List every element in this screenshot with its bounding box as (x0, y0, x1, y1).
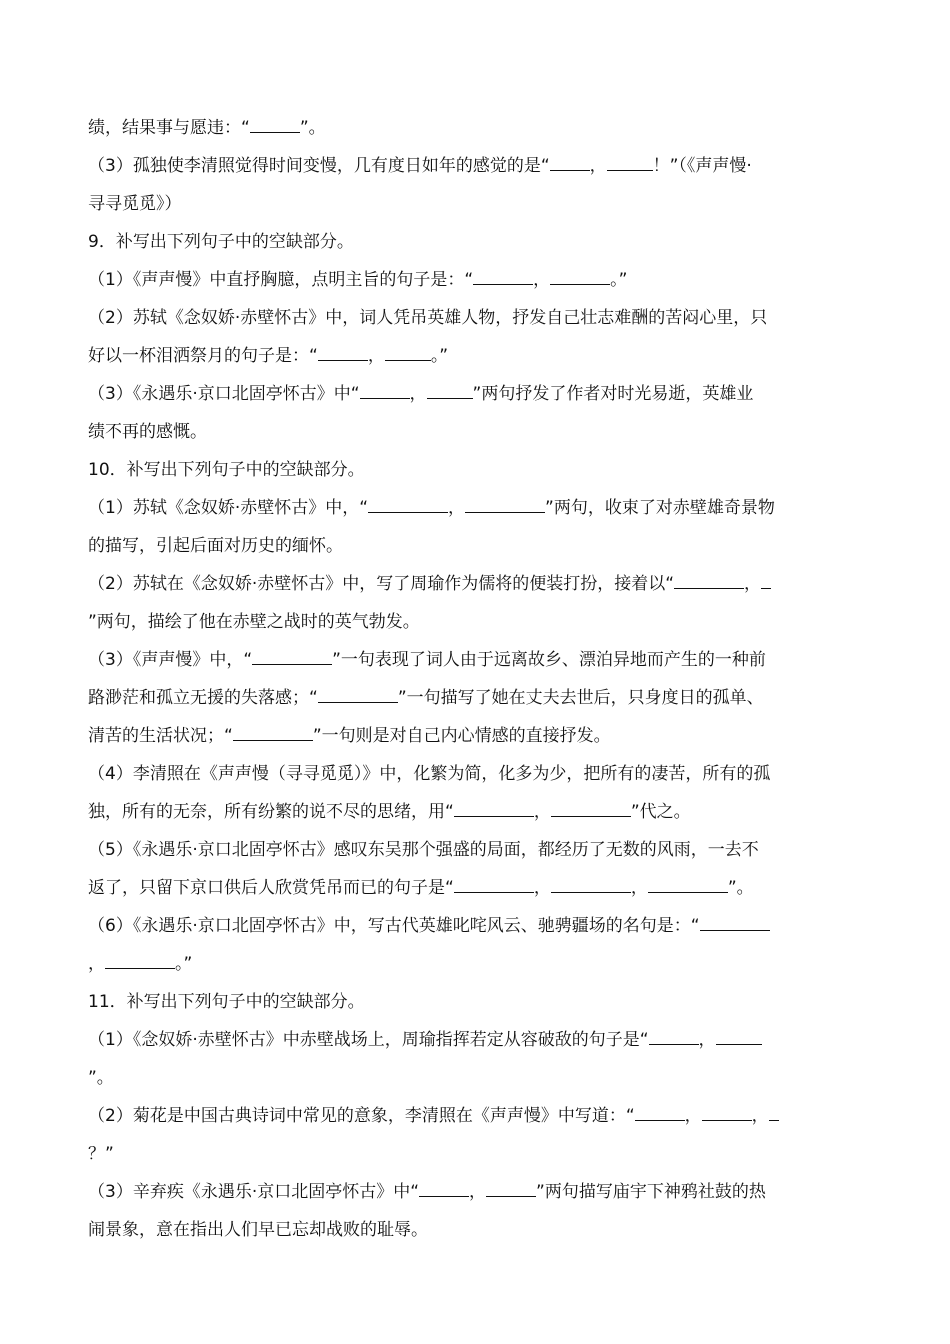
blank (635, 1104, 685, 1121)
blank (551, 800, 631, 817)
blank (250, 116, 300, 133)
blank (454, 876, 534, 893)
blank (360, 382, 410, 399)
text: ， (589, 156, 607, 176)
text: ”两句抒发了作者对时光易逝，英雄业 (472, 384, 754, 404)
blank (233, 724, 313, 741)
text: 好以一杯泪洒祭月的句子是：“ (88, 346, 318, 366)
text: ”一句则是对自己内心情感的直接抒发。 (312, 726, 611, 746)
text: 9．补写出下列句子中的空缺部分。 (88, 232, 354, 252)
text: （6）《永遇乐·京口北固亭怀古》中，写古代英雄叱咤风云、驰骋疆场的名句是：“ (88, 916, 700, 936)
text: 11．补写出下列句子中的空缺部分。 (88, 992, 365, 1012)
text: ”一句表现了词人由于远离故乡、漂泊异地而产生的一种前 (332, 650, 766, 670)
text-line (88, 1066, 868, 1090)
text: ， (88, 954, 105, 974)
text: ， (751, 1106, 769, 1126)
blank (702, 1104, 752, 1121)
blank (551, 876, 631, 893)
text-line (88, 534, 868, 558)
text-line (88, 344, 868, 368)
text: ， (533, 878, 551, 898)
text: （3）《永遇乐·京口北固亭怀古》中“ (88, 384, 360, 404)
text-line (88, 496, 868, 520)
blank (454, 800, 534, 817)
text-line (88, 192, 868, 216)
text-line (88, 762, 868, 786)
text: （1）苏轼《念奴娇·赤壁怀古》中，“ (88, 498, 369, 518)
text: 清苦的生活状况；“ (88, 726, 233, 746)
text: 返了，只留下京口供后人欣赏凭吊而已的句子是“ (88, 878, 454, 898)
text: ”一句描写了她在丈夫去世后，只身度日的孤单、 (397, 688, 764, 708)
blank (368, 496, 448, 513)
text-line (88, 724, 868, 748)
text: 绩不再的感慨。 (88, 422, 207, 442)
text-line (88, 116, 868, 140)
question-heading-11 (88, 990, 868, 1014)
text-line (88, 306, 868, 330)
question-heading-9 (88, 230, 868, 254)
text: ”两句，收束了对赤壁雄奇景物 (545, 498, 775, 518)
text: ， (448, 498, 466, 518)
text-line (88, 420, 868, 444)
text: ”。 (727, 878, 754, 898)
blank (761, 572, 771, 589)
blank (674, 572, 744, 589)
text: ， (684, 1106, 702, 1126)
text-line (88, 800, 868, 824)
text-line (88, 572, 868, 596)
text-line (88, 610, 868, 634)
text-line (88, 382, 868, 406)
text: ， (630, 878, 648, 898)
text: （2）菊花是中国古典诗词中常见的意象，李清照在《声声慢》中写道：“ (88, 1106, 635, 1126)
text: ， (744, 574, 762, 594)
text: （3）《声声慢》中，“ (88, 650, 253, 670)
blank (419, 1180, 469, 1197)
text: ？” (88, 1144, 114, 1164)
text: 绩，结果事与愿违：“ (88, 118, 250, 138)
blank (607, 154, 653, 171)
text: 。” (610, 270, 628, 290)
text-line (88, 648, 868, 672)
text-line (88, 838, 868, 862)
text: ， (698, 1030, 716, 1050)
text: ， (533, 802, 551, 822)
text: ， (367, 346, 385, 366)
text: ”两句，描绘了他在赤壁之战时的英气勃发。 (88, 612, 420, 632)
text: （2）苏轼《念奴娇·赤壁怀古》中，词人凭吊英雄人物，抒发自己壮志难酬的苦闷心里，只 (88, 308, 768, 328)
text-line (88, 1142, 868, 1166)
text: （3）孤独使李清照觉得时间变慢，几有度日如年的感觉的是“ (88, 156, 550, 176)
text: 闹景象，意在指出人们早已忘却战败的耻辱。 (88, 1220, 428, 1240)
text-line (88, 154, 868, 178)
text: 。” (175, 954, 193, 974)
text: 10．补写出下列句子中的空缺部分。 (88, 460, 365, 480)
text: ”代之。 (630, 802, 691, 822)
text-line (88, 1180, 868, 1204)
blank (318, 686, 398, 703)
text-line (88, 268, 868, 292)
text: ， (533, 270, 551, 290)
text: 的描写，引起后面对历史的缅怀。 (88, 536, 343, 556)
blank (252, 648, 332, 665)
question-heading-10 (88, 458, 868, 482)
text-line (88, 952, 868, 976)
text: （5）《永遇乐·京口北固亭怀古》感叹东吴那个强盛的局面，都经历了无数的风雨，一去不 (88, 840, 759, 860)
text: （1）《念奴娇·赤壁怀古》中赤壁战场上，周瑜指挥若定从容破敌的句子是“ (88, 1030, 649, 1050)
blank (550, 268, 610, 285)
text: （4）李清照在《声声慢（寻寻觅觅）》中，化繁为简，化多为少，把所有的凄苦，所有的孤 (88, 764, 771, 784)
text: ， (469, 1182, 487, 1202)
blank (427, 382, 473, 399)
blank (716, 1028, 762, 1045)
text-line (88, 1104, 868, 1128)
text: （1）《声声慢》中直抒胸臆，点明主旨的句子是：“ (88, 270, 474, 290)
text: 。” (430, 346, 449, 366)
blank (649, 1028, 699, 1045)
text-line (88, 876, 868, 900)
text-line (88, 686, 868, 710)
text: ！”（《声声慢· (652, 156, 752, 176)
text: 路渺茫和孤立无援的失落感；“ (88, 688, 318, 708)
blank (465, 496, 545, 513)
text: ， (409, 384, 427, 404)
text-line (88, 914, 868, 938)
text-line (88, 1218, 868, 1242)
text: ”。 (299, 118, 326, 138)
text-line (88, 1028, 868, 1052)
text: （3）辛弃疾《永遇乐·京口北固亭怀古》中“ (88, 1182, 420, 1202)
text: 独，所有的无奈，所有纷繁的说不尽的思绪，用“ (88, 802, 454, 822)
blank (318, 344, 368, 361)
text: 寻寻觅觅》） (88, 194, 182, 214)
blank (700, 914, 770, 931)
blank (385, 344, 431, 361)
text: ”两句描写庙宇下神鸦社鼓的热 (536, 1182, 766, 1202)
blank (486, 1180, 536, 1197)
text: （2）苏轼在《念奴娇·赤壁怀古》中，写了周瑜作为儒将的便装打扮，接着以“ (88, 574, 675, 594)
blank (105, 952, 175, 969)
blank (769, 1104, 779, 1121)
blank (473, 268, 533, 285)
blank (550, 154, 590, 171)
blank (648, 876, 728, 893)
text: ”。 (88, 1068, 114, 1088)
